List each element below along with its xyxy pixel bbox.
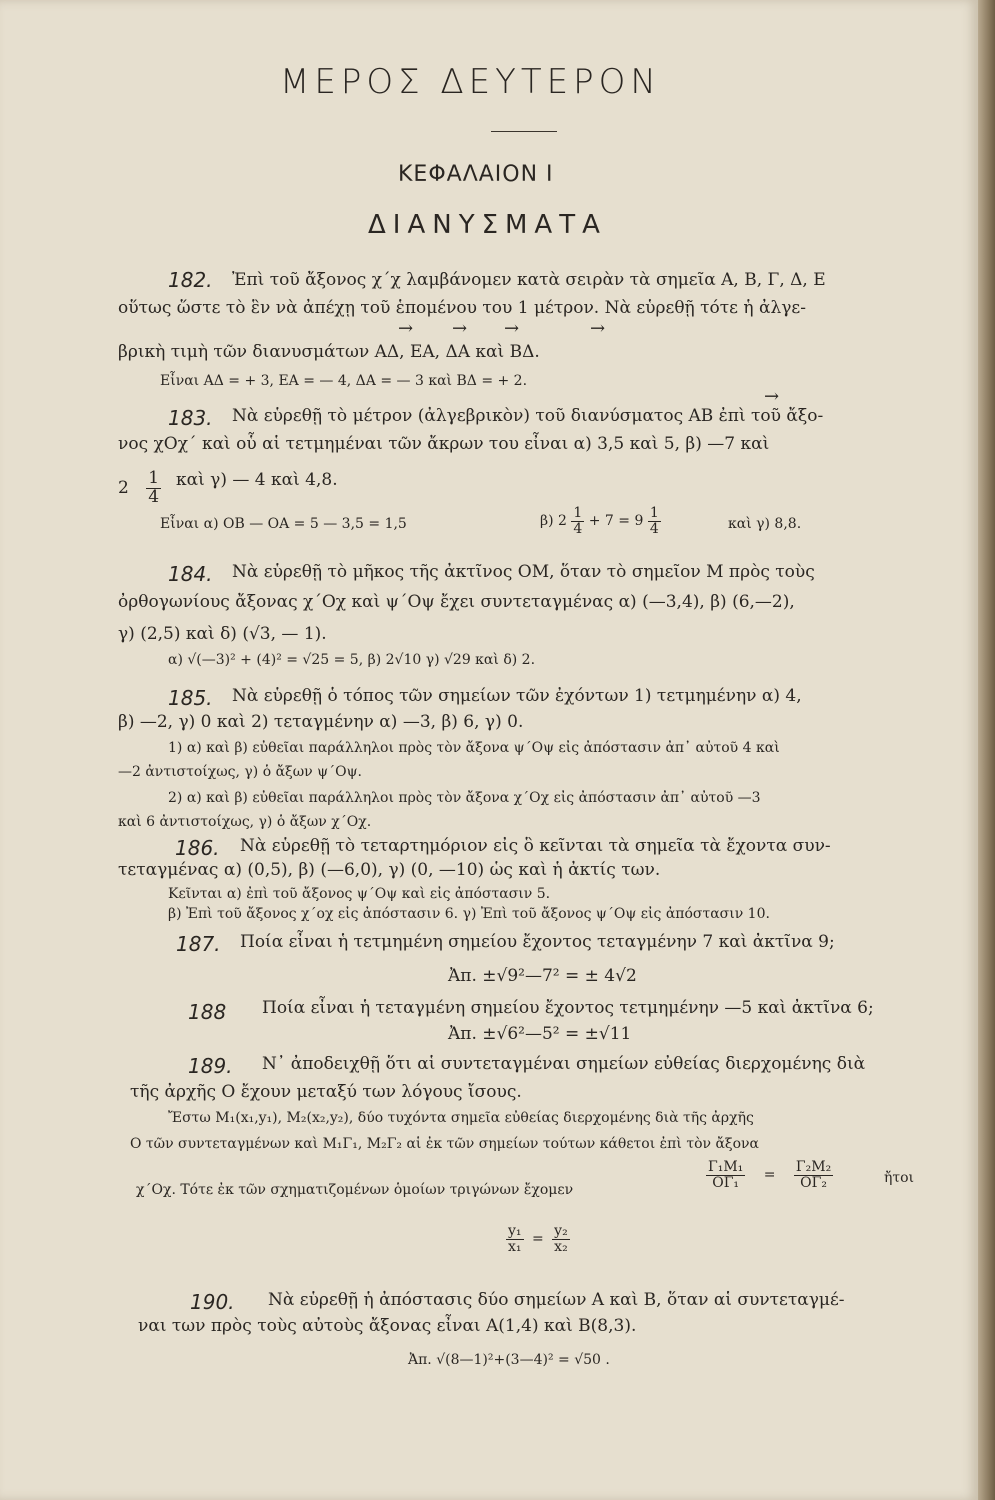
- fraction: [648, 506, 661, 536]
- answer-text: καὶ 6 ἀντιστοίχως, γ) ὁ ἄξων χ΄Οχ.: [118, 814, 372, 830]
- problem-text: Νὰ εὑρεθῇ τὸ μῆκος τῆς ἀκτῖνος ΟΜ, ὅταν τὸ σημεῖον Μ πρὸς τοὺς: [232, 562, 815, 582]
- problem-text: βρικὴ τιμὴ τῶν διανυσμάτων ΑΔ, ΕΑ, ΔΑ καὶ ΒΔ.: [118, 342, 540, 362]
- fraction: [706, 1160, 745, 1190]
- problem-number: 183.: [168, 406, 213, 430]
- problem-number: 187.: [176, 932, 221, 956]
- problem-text: ναι των πρὸς τοὺς αὐτοὺς ἄξονας εἶναι Α(1,4) καὶ Β(8,3).: [138, 1316, 637, 1336]
- answer-text: Εἶναι α) ΟΒ — ΟΑ = 5 — 3,5 = 1,5: [160, 516, 407, 532]
- fraction: [552, 1224, 570, 1254]
- answer-text: Ἀπ. √(8—1)²+(3—4)² = √50 .: [408, 1352, 610, 1368]
- problem-text: Νὰ εὑρεθῇ ὁ τόπος τῶν σημείων τῶν ἐχόντων 1) τετμημένην α) 4,: [232, 686, 802, 706]
- fraction: [146, 470, 161, 507]
- denominator: 4: [573, 520, 583, 537]
- part-title: ΜΕΡΟΣ ΔΕΥΤΕΡΟΝ: [280, 62, 661, 102]
- problem-text: Ν᾿ ἀποδειχθῇ ὅτι αἱ συντεταγμέναι σημείων εὐθείας διερχομένης διὰ: [262, 1054, 866, 1074]
- page-edge: [978, 0, 995, 1500]
- answer-text: Κεῖνται α) ἐπὶ τοῦ ἄξονος ψ΄Οψ καὶ εἰς ἀπόστασιν 5.: [168, 886, 551, 902]
- problem-number: 188: [188, 1000, 227, 1024]
- answer-text: α) √(—3)² + (4)² = √25 = 5, β) 2√10 γ) √29 καὶ δ) 2.: [168, 652, 536, 668]
- denominator: x₂: [554, 1238, 568, 1255]
- problem-text: γ) (2,5) καὶ δ) (√3, — 1).: [118, 624, 327, 644]
- answer-text: 1) α) καὶ β) εὐθεῖαι παράλληλοι πρὸς τὸν ἄξονα ψ΄Οψ εἰς ἀπόστασιν ἀπ᾿ αὐτοῦ 4 καὶ: [168, 740, 780, 756]
- numerator: 1: [573, 505, 583, 521]
- mixed-number: [118, 470, 161, 507]
- problem-text: Νὰ εὑρεθῇ τὸ μέτρον (ἀλγεβρικὸν) τοῦ διανύσματος ΑΒ ἐπὶ τοῦ ἄξο-: [232, 406, 824, 426]
- problem-text: Νὰ εὑρεθῇ τὸ τεταρτημόριον εἰς ὃ κεῖνται τὰ σημεῖα τὰ ἔχοντα συν-: [240, 836, 831, 856]
- numerator: Γ₁Μ₁: [708, 1159, 744, 1175]
- answer-text: χ΄Οχ. Τότε ἐκ τῶν σχηματιζομένων ὁμοίων τριγώνων ἔχομεν: [136, 1182, 574, 1198]
- numerator: y₂: [554, 1223, 568, 1239]
- problem-text: Νὰ εὑρεθῇ ἡ ἀπόστασις δύο σημείων Α καὶ Β, ὅταν αἱ συντεταγμέ-: [268, 1290, 845, 1310]
- problem-text: οὕτως ὥστε τὸ ἓν νὰ ἀπέχῃ τοῦ ἑπομένου του 1 μέτρον. Νὰ εὑρεθῇ τότε ἡ ἀλγε-: [118, 298, 806, 318]
- vector-arrow-icon: →: [452, 318, 468, 339]
- answer-text: —2 ἀντιστοίχως, γ) ὁ ἄξων ψ΄Οψ.: [118, 764, 363, 780]
- problem-number: 190.: [190, 1290, 235, 1314]
- fraction: [794, 1160, 833, 1190]
- numerator: y₁: [508, 1223, 522, 1239]
- vector-arrow-icon: →: [764, 386, 780, 407]
- whole-part: 2: [118, 477, 129, 498]
- chapter-heading: ΚΕΦΑΛΑΙΟΝ Ι: [398, 162, 554, 187]
- problem-text: Ἐπὶ τοῦ ἄξονος χ΄χ λαμβάνομεν κατὰ σειρὰν τὰ σημεῖα Α, Β, Γ, Δ, Ε: [232, 270, 826, 290]
- title-divider: [491, 131, 557, 132]
- problem-text: ὀρθογωνίους ἄξονας χ΄Οχ καὶ ψ΄Οψ ἔχει συντεταγμένας α) (—3,4), β) (6,—2),: [118, 592, 795, 612]
- denominator: ΟΓ₁: [712, 1174, 740, 1191]
- problem-number: 186.: [175, 836, 220, 860]
- denominator: 4: [148, 486, 160, 507]
- denominator: ΟΓ₂: [800, 1174, 827, 1191]
- answer-fragment: + 7 = 9: [588, 513, 644, 530]
- equals-sign: =: [763, 1167, 776, 1184]
- answer-text: 2) α) καὶ β) εὐθεῖαι παράλληλοι πρὸς τὸν ἄξονα χ΄Οχ εἰς ἀπόστασιν ἀπ᾿ αὐτοῦ —3: [168, 790, 761, 806]
- problem-number: 185.: [168, 686, 213, 710]
- problem-text: Ποία εἶναι ἡ τετμημένη σημείου ἔχοντος τεταγμένην 7 καὶ ἀκτῖνα 9;: [240, 932, 835, 952]
- problem-number: 184.: [168, 562, 213, 586]
- answer-text: Ἀπ. ±√6²—5² = ±√11: [448, 1024, 632, 1044]
- problem-text: τῆς ἀρχῆς Ο ἔχουν μεταξύ των λόγους ἴσους.: [130, 1082, 522, 1102]
- problem-text: καὶ γ) — 4 καὶ 4,8.: [176, 470, 338, 490]
- problem-number: 182.: [168, 268, 213, 292]
- problem-number: 189.: [188, 1054, 233, 1078]
- vector-arrow-icon: →: [504, 318, 520, 339]
- equals-sign: =: [531, 1231, 544, 1248]
- denominator: x₁: [508, 1238, 522, 1255]
- numerator: 1: [148, 468, 160, 488]
- fraction: [571, 506, 584, 536]
- problem-text: β) —2, γ) 0 καὶ 2) τεταγμένην α) —3, β) 6, γ) 0.: [118, 712, 524, 732]
- answer-text: Ἀπ. ±√9²—7² = ± 4√2: [448, 966, 637, 986]
- problem-text: τεταγμένας α) (0,5), β) (—6,0), γ) (0, —10) ὡς καὶ ἡ ἀκτίς των.: [118, 860, 661, 880]
- section-heading: ΔΙΑΝΥΣΜΑΤΑ: [368, 210, 607, 240]
- ratio-equation: [706, 1160, 833, 1190]
- answer-text: Εἶναι ΑΔ = + 3, ΕΑ = — 4, ΔΑ = — 3 καὶ ΒΔ = + 2.: [160, 373, 528, 389]
- problem-text: νος χΟχ΄ καὶ οὗ αἱ τετμημέναι τῶν ἄκρων του εἶναι α) 3,5 καὶ 5, β) —7 καὶ: [118, 434, 770, 454]
- denominator: 4: [649, 520, 659, 537]
- problem-text: Ποία εἶναι ἡ τεταγμένη σημείου ἔχοντος τετμημένην —5 καὶ ἀκτῖνα 6;: [262, 998, 874, 1018]
- answer-text: καὶ γ) 8,8.: [728, 516, 802, 532]
- ratio-equation: [506, 1224, 570, 1254]
- answer-text: ἤτοι: [884, 1170, 915, 1186]
- vector-arrow-icon: →: [398, 318, 414, 339]
- answer-text: Ο τῶν συντεταγμένων καὶ Μ₁Γ₁, Μ₂Γ₂ αἱ ἐκ τῶν σημείων τούτων κάθετοι ἐπὶ τὸν ἄξονα: [130, 1136, 760, 1152]
- vector-arrow-icon: →: [590, 318, 606, 339]
- fraction: [506, 1224, 524, 1254]
- numerator: Γ₂Μ₂: [795, 1159, 832, 1175]
- answer-fragment: β) 2: [540, 513, 567, 530]
- answer-beta: [540, 506, 661, 536]
- answer-text: β) Ἐπὶ τοῦ ἄξονος χ΄οχ εἰς ἀπόστασιν 6. γ) Ἐπὶ τοῦ ἄξονος ψ΄Οψ εἰς ἀπόστασιν 10.: [168, 906, 770, 922]
- answer-text: Ἔστω Μ₁(x₁,y₁), Μ₂(x₂,y₂), δύο τυχόντα σημεῖα εὐθείας διερχομένης διὰ τῆς ἀρχῆς: [168, 1110, 754, 1126]
- numerator: 1: [649, 505, 659, 521]
